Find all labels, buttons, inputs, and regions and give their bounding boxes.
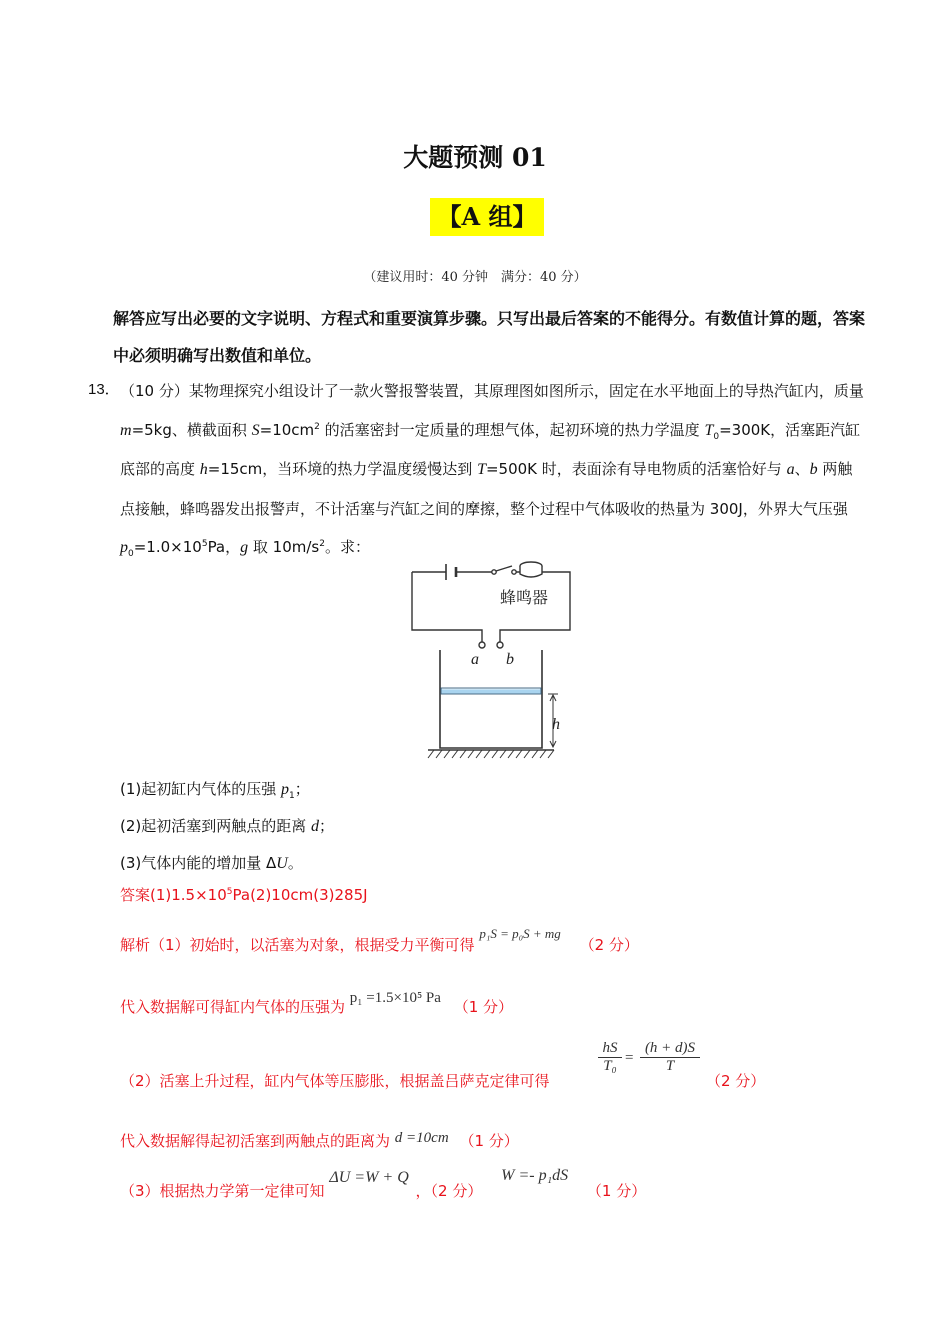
switch-lever — [496, 566, 512, 571]
instruction-text: 解答应写出必要的文字说明、方程式和重要演算步骤。只写出最后答案的不能得分。有数值计算的题，答案中必须明确写出数值和单位。 — [113, 309, 866, 365]
switch-contact — [492, 570, 496, 574]
answer-line: 答案$(1)1.5\times 10^5Pa(2)10cm(3)285J$ — [120, 886, 368, 904]
height-label: h — [552, 716, 560, 733]
fraction-left: $\frac{hS}{\text{T₀}}$ — [598, 1040, 622, 1075]
cylinder-wall — [440, 650, 542, 748]
fraction-right: $\frac{(h + d)S}{T}$ — [640, 1040, 700, 1075]
analysis-line-2: 代入数据解可得缸内气体的压强为 p₁ =1.5×10⁵ Pa （1 分） — [120, 990, 514, 1016]
question-number: 13． — [88, 381, 120, 398]
alarm-apparatus-figure — [400, 558, 585, 763]
contact-b-dot — [497, 642, 503, 648]
equals-sign: = — [625, 1050, 634, 1066]
equation-pressure-result: p₁ =1.5×10⁵ Pa — [349, 990, 441, 1006]
equation-force-balance: p₁S = p₀S + mg — [479, 926, 561, 941]
analysis-line-3: （2）活塞上升过程，缸内气体等压膨胀，根据盖吕萨克定律可得 — [120, 1072, 550, 1090]
equation-first-law: ΔU =W + Q — [329, 1169, 409, 1186]
equation-work: W =- p₁dS — [501, 1167, 569, 1184]
buzzer-label: 蜂鸣器 — [500, 588, 549, 607]
analysis-line-4: 代入数据解得起初活塞到两触点的距离为 d =10cm （1 分） — [120, 1130, 519, 1150]
subquestion-2: (2)起初活塞到两触点的距离 d； — [120, 817, 335, 835]
analysis-line-3-points: （2 分） — [706, 1072, 766, 1090]
contact-a-dot — [479, 642, 485, 648]
ground-hatching — [428, 750, 554, 758]
subquestion-3: (3)气体内能的增加量 ΔU。 — [120, 854, 303, 872]
group-label: 【A 组】 — [430, 198, 544, 236]
switch-contact — [512, 570, 516, 574]
equation-distance-result: d =10cm — [394, 1130, 449, 1146]
contact-b-label: b — [506, 651, 514, 668]
subquestion-1: (1)起初缸内气体的压强 $p_1$； — [120, 780, 310, 801]
contact-a-label: a — [471, 651, 479, 668]
analysis-line-5: （3）根据热力学第一定律可知 ΔU =W + Q ，（2 分） W =- p₁dS （1 分） — [120, 1167, 647, 1200]
time-info: （建议用时：40 分钟 满分：40 分） — [363, 270, 587, 285]
page-title: 大题预测 01 — [403, 143, 547, 172]
question-text: （10 分）某物理探究小组设计了一款火警报警装置，其原理图如图所示，固定在水平地面上的导热汽缸内，质量 m=5kg、横截面积 $S=10cm^2$ 的活塞密封一定质量的理想气体，起初环境的热力学温度 $T_0=300K$，活塞距汽缸底部的高度 h=15cm，当环境的热力学温度缓慢达到 T=500K 时，表面涂有导电物质的活塞恰好与 a、b 两触点接触，蜂鸣器发出报警声，不计活塞与汽缸之间的摩擦，整个过程中气体吸收的热量为 300J，外界大气压强 $p_0=1.0\times 10^5Pa$，g 取 $10m/s^2$。求： — [120, 382, 864, 559]
analysis-line-1: 解析（1）初始时，以活塞为对象，根据受力平衡可得 p₁S = p₀S + mg （2 分） — [120, 926, 639, 954]
circuit-wire — [412, 572, 570, 642]
